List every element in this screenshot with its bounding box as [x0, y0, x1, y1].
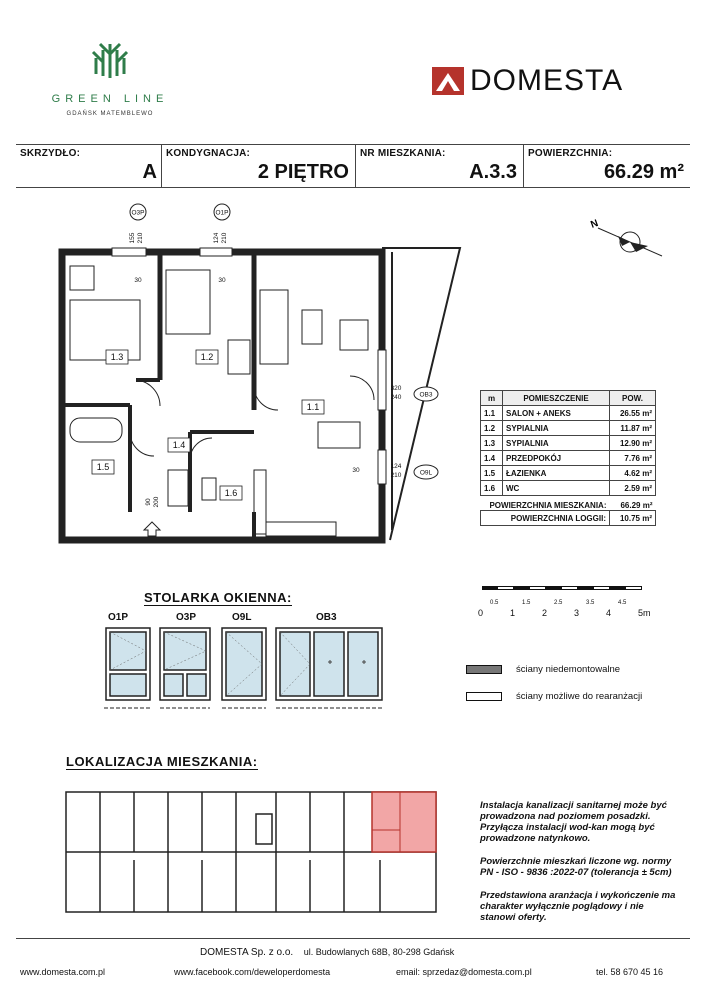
scale-tick: 4 [606, 608, 612, 618]
info-cell-wing [16, 145, 162, 187]
footer-email-link[interactable]: email: sprzedaz@domesta.com.pl [396, 967, 532, 977]
info-label: NR MIESZKANIA: [360, 148, 446, 159]
compass-label: N [589, 218, 600, 231]
compass-icon [578, 214, 668, 274]
room-area: 4.62 m² [610, 466, 656, 481]
footer-address: ul. Budowlanych 68B, 80-298 Gdańsk [303, 947, 455, 957]
total-value: 66.29 m² [620, 500, 653, 510]
greenline-tree-icon [30, 38, 190, 82]
table-row [481, 421, 656, 436]
legend-swatch-solid [466, 665, 502, 674]
location-plan [60, 780, 460, 920]
greenline-name: GREEN LINE [51, 93, 169, 105]
window-sill: 30 [352, 467, 360, 474]
legend [466, 664, 696, 702]
room-no: 1.5 [481, 466, 503, 481]
total-label: POWIERZCHNIA MIESZKANIA: [489, 500, 607, 510]
room-area: 7.76 m² [610, 451, 656, 466]
scale-tick: 3 [574, 608, 580, 618]
window-tag-dim: 210 [390, 472, 402, 479]
room-label: 1.6 [224, 488, 238, 498]
scale-tick: 3.5 [586, 600, 595, 606]
table-row [481, 451, 656, 466]
window-type-label: O3P [176, 612, 197, 623]
room-no: 1.2 [481, 421, 503, 436]
room-name: PRZEDPOKÓJ [503, 451, 610, 466]
table-header-cell: POMIESZCZENIE [503, 391, 610, 406]
table-row [481, 436, 656, 451]
window-type-label: O1P [108, 612, 129, 623]
domesta-logo [432, 64, 672, 98]
door-dim: 200 [153, 496, 160, 508]
scale-tick: 1 [510, 608, 516, 618]
loggia-label: POWIERZCHNIA LOGGII: [481, 511, 610, 526]
legend-item [466, 664, 696, 675]
door-dim: 90 [145, 498, 152, 506]
footer-website-link[interactable]: www.domesta.com.pl [20, 967, 106, 977]
highlighted-apartment [372, 792, 436, 852]
table-loggia-row [481, 511, 656, 526]
room-area: 12.90 m² [610, 436, 656, 451]
table-header-cell: m [481, 391, 503, 406]
note-text: Instalacja kanalizacji sanitarnej może być prowadzona nad poziomem posadzki. [480, 800, 667, 822]
scale-tick: 5m [638, 608, 651, 618]
window-type-label: O9L [232, 612, 252, 623]
info-cell-apartment [356, 145, 524, 187]
window-sill: 30 [134, 277, 142, 284]
window-elevations [104, 626, 394, 712]
scale-tick: 2 [542, 608, 548, 618]
window-tag-dim: 210 [221, 232, 228, 244]
scale-tick: 4.5 [618, 600, 627, 606]
room-label: 1.1 [306, 402, 320, 412]
loggia-value: 10.75 m² [610, 511, 656, 526]
window-tag-dim: 320 [390, 385, 402, 392]
window-tag-id: O1P [215, 209, 229, 217]
rooms-table [480, 390, 656, 526]
window-type-label: OB3 [316, 612, 337, 623]
windows-title: STOLARKA OKIENNA: [144, 590, 292, 605]
room-name: WC [503, 481, 610, 496]
floor-plan [40, 200, 480, 560]
info-value: A [142, 161, 157, 183]
room-name: SYPIALNIA [503, 436, 610, 451]
note-text: Przedstawiona aranżacja i wykończenie ma charakter wyłącznie poglądowy i nie stanowi oferty. [480, 890, 676, 923]
table-row [481, 406, 656, 421]
greenline-subtitle: GDAŃSK MATEMBLEWO [66, 111, 154, 117]
window-tag-dim: 155 [129, 232, 136, 244]
room-no: 1.3 [481, 436, 503, 451]
room-name: SYPIALNIA [503, 421, 610, 436]
info-label: SKRZYDŁO: [20, 148, 81, 159]
room-label: 1.4 [172, 440, 186, 450]
entrance-arrow-icon [144, 522, 160, 536]
room-label: 1.3 [110, 352, 124, 362]
info-cell-floor [162, 145, 356, 187]
room-area: 11.87 m² [610, 421, 656, 436]
room-no: 1.4 [481, 451, 503, 466]
room-area: 26.55 m² [610, 406, 656, 421]
room-no: 1.6 [481, 481, 503, 496]
window-tag-dim: 124 [213, 232, 220, 244]
info-value: 66.29 m² [603, 161, 684, 183]
window-tag-dim: 210 [137, 232, 144, 244]
note-text: Przyłącza instalacji wod-kan mogą być prowadzone natynkowo. [480, 822, 655, 844]
legend-swatch-light [466, 692, 502, 701]
window-type-labels [104, 612, 394, 626]
domesta-mark-icon [432, 67, 464, 95]
domesta-name: DOMESTA [470, 64, 624, 97]
footer-company: DOMESTA Sp. z o.o. [200, 947, 294, 958]
info-value: A.3.3 [469, 161, 517, 183]
window-tag-dim: 240 [390, 394, 402, 401]
footer-facebook-link[interactable]: www.facebook.com/deweloperdomesta [174, 967, 331, 977]
scale-bar [478, 586, 658, 626]
window-tag-id: O3P [131, 209, 145, 217]
room-no: 1.1 [481, 406, 503, 421]
footer-phone: tel. 58 670 45 16 [596, 967, 664, 977]
location-title: LOKALIZACJA MIESZKANIA: [66, 754, 258, 769]
window-tag-dim: 124 [390, 463, 402, 470]
room-name: ŁAZIENKA [503, 466, 610, 481]
scale-tick: 0.5 [490, 600, 499, 606]
table-row [481, 466, 656, 481]
room-label: 1.2 [200, 352, 214, 362]
window-tag-id: O9L [419, 469, 433, 477]
table-total-row [481, 496, 656, 511]
window-sill: 30 [218, 277, 226, 284]
scale-tick: 0 [478, 608, 484, 618]
room-name: SALON + ANEKS [503, 406, 610, 421]
legend-label: ściany niedemontowalne [516, 664, 621, 675]
info-cell-area [524, 145, 690, 187]
legend-item [466, 691, 696, 702]
scale-tick: 1.5 [522, 600, 531, 606]
footer [16, 938, 690, 984]
table-row [481, 481, 656, 496]
room-label: 1.5 [96, 462, 110, 472]
info-label: KONDYGNACJA: [166, 148, 251, 159]
info-label: POWIERZCHNIA: [528, 148, 613, 159]
greenline-logo [30, 38, 190, 128]
room-area: 2.59 m² [610, 481, 656, 496]
table-header-cell: POW. [610, 391, 656, 406]
table-header-row [481, 391, 656, 406]
legend-label: ściany możliwe do rearanżacji [516, 691, 643, 702]
scale-tick: 2.5 [554, 600, 563, 606]
note-text: Powierzchnie mieszkań liczone wg. normy PN - ISO - 9836 :2022-07 (tolerancja ± 5cm) [480, 856, 672, 878]
info-bar [16, 144, 690, 188]
window-tag-id: OB3 [419, 391, 433, 399]
info-value: 2 PIĘTRO [257, 161, 349, 183]
notes [480, 800, 680, 923]
